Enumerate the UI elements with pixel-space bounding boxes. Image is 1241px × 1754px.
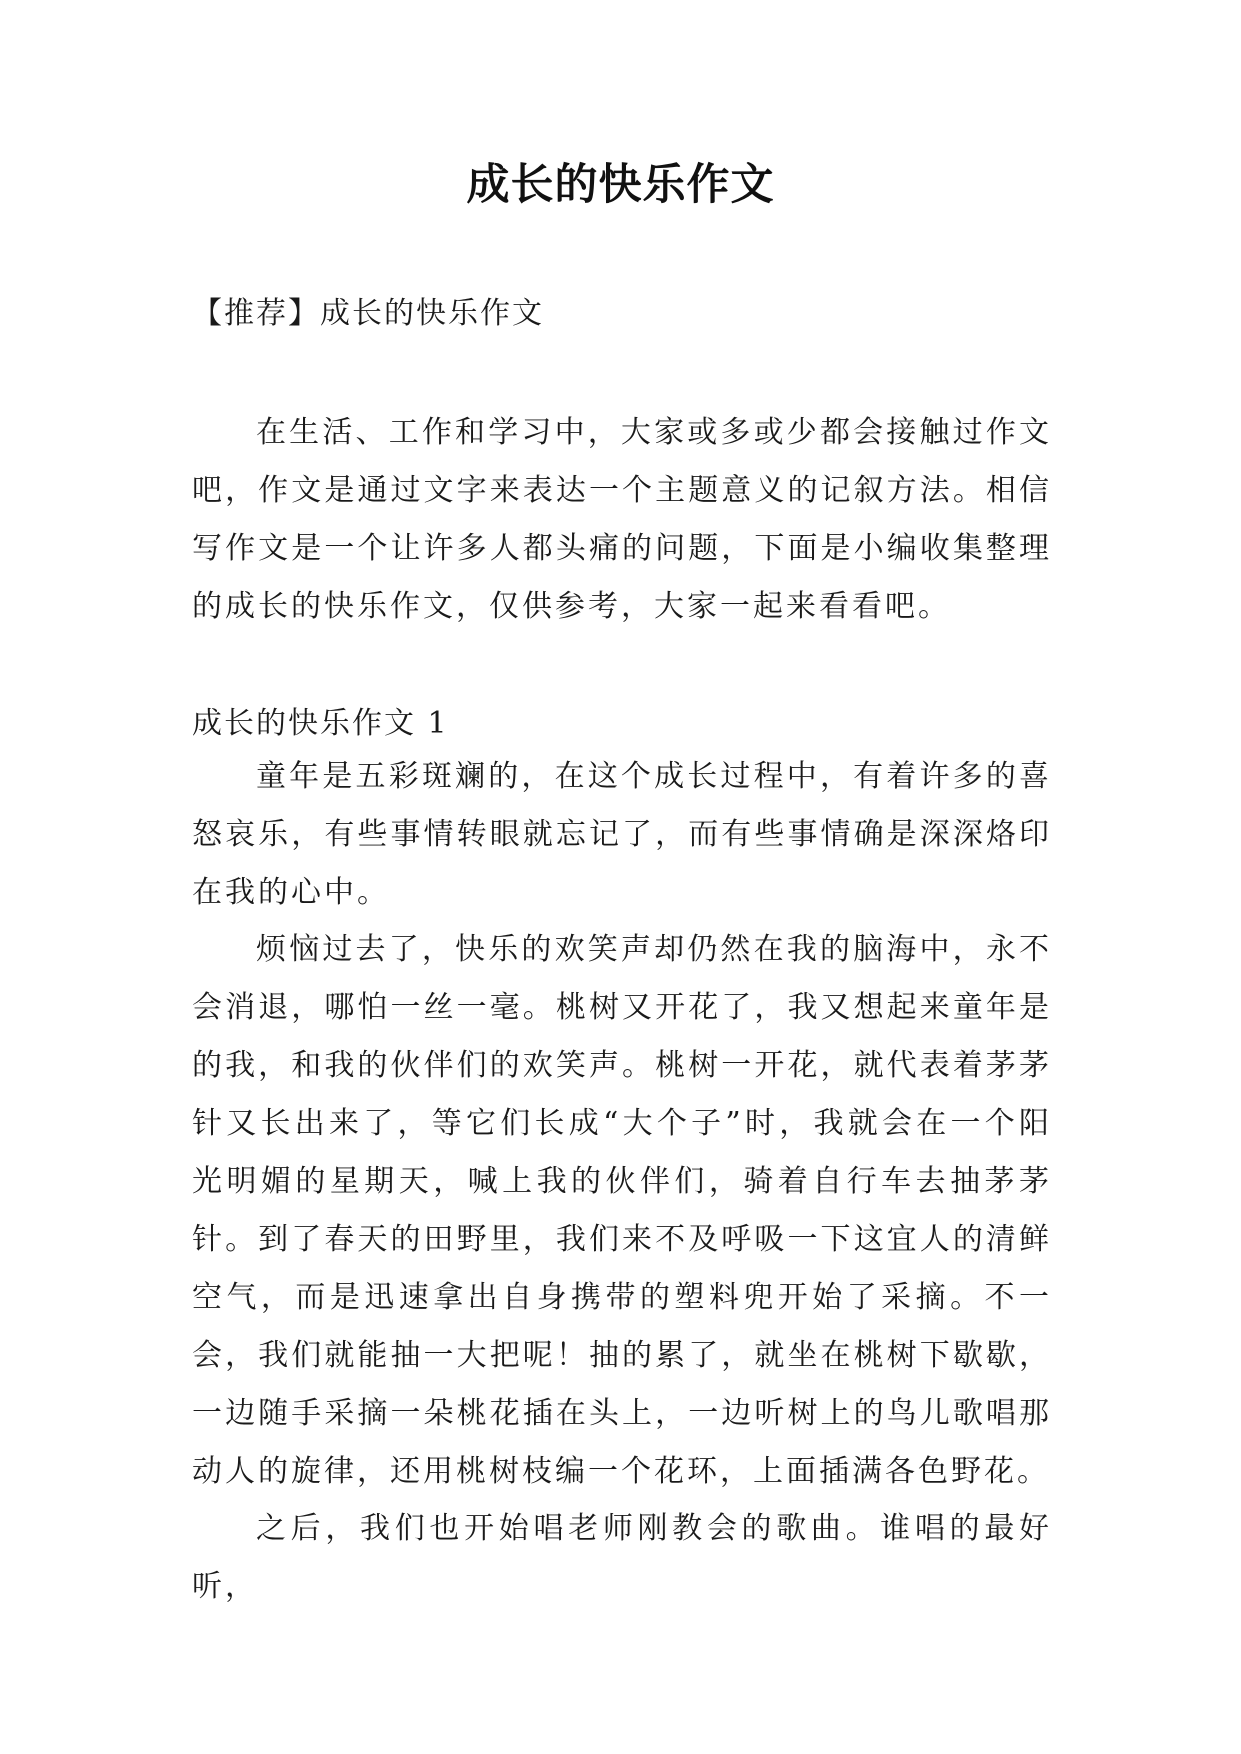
- document-title: 成长的快乐作文: [466, 160, 775, 210]
- body-paragraph-1: 童年是五彩斑斓的，在这个成长过程中，有着许多的喜怒哀乐，有些事情转眼就忘记了，而有些事情确是深深烙印在我的心中。: [192, 759, 1052, 910]
- document-subtitle: 【推荐】成长的快乐作文: [192, 296, 544, 331]
- intro-paragraph: 在生活、工作和学习中，大家或多或少都会接触过作文吧，作文是通过文字来表达一个主题意义的记叙方法。相信写作文是一个让许多人都头痛的问题，下面是小编收集整理的成长的快乐作文，仅供参考，大家一起来看看吧。: [192, 415, 1052, 624]
- section-heading: 成长的快乐作文 1: [192, 706, 449, 741]
- body-paragraph-2: 烦恼过去了，快乐的欢笑声却仍然在我的脑海中，永不会消退，哪怕一丝一毫。桃树又开花了，我又想起来童年是的我，和我的伙伴们的欢笑声。桃树一开花，就代表着茅茅针又长出来了，等它们长成“大个子”时，我就会在一个阳光明媚的星期天，喊上我的伙伴们，骑着自行车去抽茅茅针。到了春天的田野里，我们来不及呼吸一下这宜人的清鲜空气，而是迅速拿出自身携带的塑料兜开始了采摘。不一会，我们就能抽一大把呢！抽的累了，就坐在桃树下歇歇，一边随手采摘一朵桃花插在头上，一边听树上的鸟儿歌唱那动人的旋律，还用桃树枝编一个花环，上面插满各色野花。: [192, 932, 1052, 1489]
- body-paragraph-3: 之后，我们也开始唱老师刚教会的歌曲。谁唱的最好听，: [192, 1511, 1052, 1604]
